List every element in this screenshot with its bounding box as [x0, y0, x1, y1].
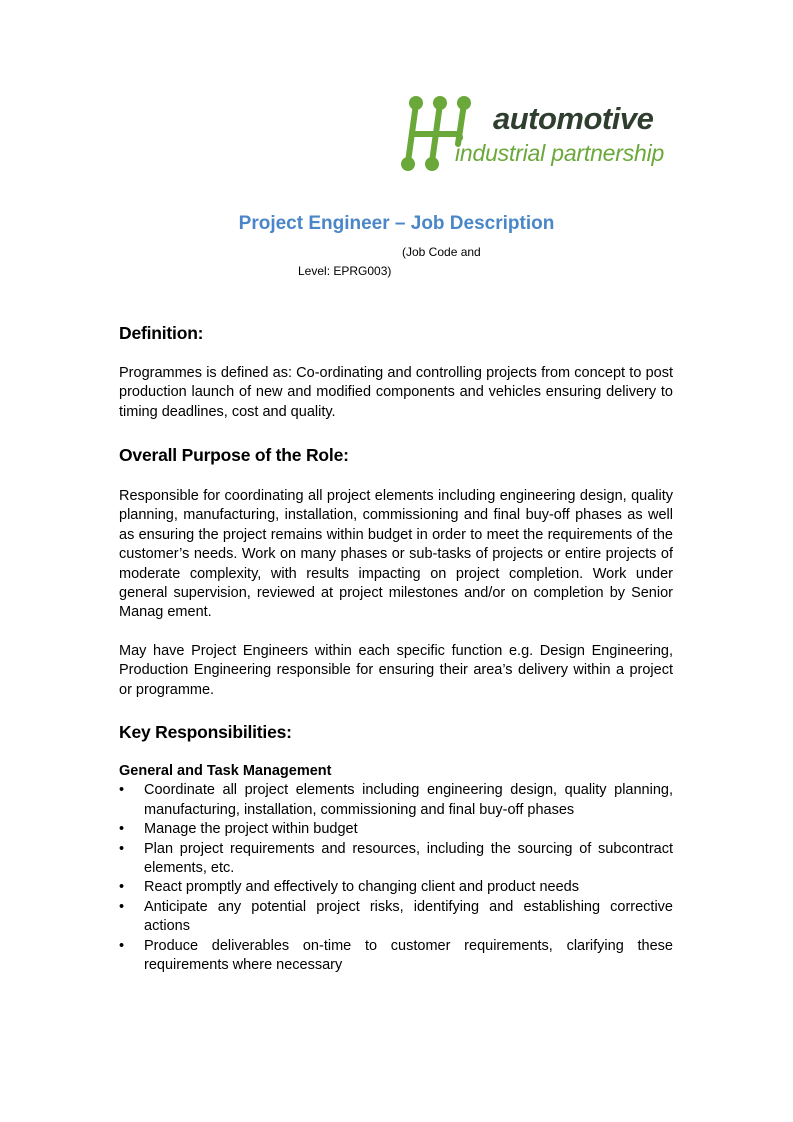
definition-section — [119, 322, 673, 422]
definition-heading: Definition: — [119, 323, 204, 343]
job-code-line-1: (Job Code and — [402, 245, 481, 259]
responsibilities-heading: Key Responsibilities: — [119, 722, 292, 742]
purpose-section — [119, 444, 673, 700]
list-item: • Coordinate all project elements including engineering design, quality planning, manufacturing, installation, commissioning and final buy-off phases — [119, 781, 673, 820]
list-item: • Anticipate any potential project risks, identifying and establishing corrective actions — [119, 898, 673, 937]
purpose-paragraph-2: May have Project Engineers within each specific function e.g. Design Engineering, Production Engineering responsible for ensuring their area’s delivery within a project or programme. — [119, 642, 673, 698]
definition-text: Programmes is defined as: Co-ordinating and controlling projects from concept to post production launch of new and modified components and vehicles ensuring delivery to timing deadlines, cost and quality. — [119, 365, 673, 420]
page-title: Project Engineer – Job Description — [238, 213, 555, 234]
purpose-paragraph-1: Responsible for coordinating all project elements including engineering design, quality planning, manufacturing, installation, commissioning and final buy-off phases as well as ensuring the project remains within budget in order to meet the requirements of the customer’s needs. Work on many phases or sub-tasks of projects or entire projects of moderate complexity, with results impacting on project completion. Work under general supervision, reviewed at project milestones and/or on completion by Senior Manag ement. — [119, 488, 673, 621]
company-logo — [398, 94, 680, 174]
list-item: • Plan project requirements and resources, including the sourcing of subcontract elements, etc. — [119, 840, 673, 879]
responsibilities-section — [119, 721, 673, 975]
responsibilities-list — [119, 781, 673, 975]
logo-wordmark: automotive — [493, 101, 654, 136]
general-task-subheading: General and Task Management — [119, 763, 332, 779]
job-code-line-2: Level: EPRG003) — [298, 264, 392, 278]
logo-tagline: industrial partnership — [455, 140, 665, 166]
list-item: • Manage the project within budget — [119, 820, 673, 839]
list-item: • Produce deliverables on-time to customer requirements, clarifying these requirements where necessary — [119, 937, 673, 976]
purpose-heading: Overall Purpose of the Role: — [119, 445, 349, 465]
list-item: • React promptly and effectively to changing client and product needs — [119, 878, 673, 897]
